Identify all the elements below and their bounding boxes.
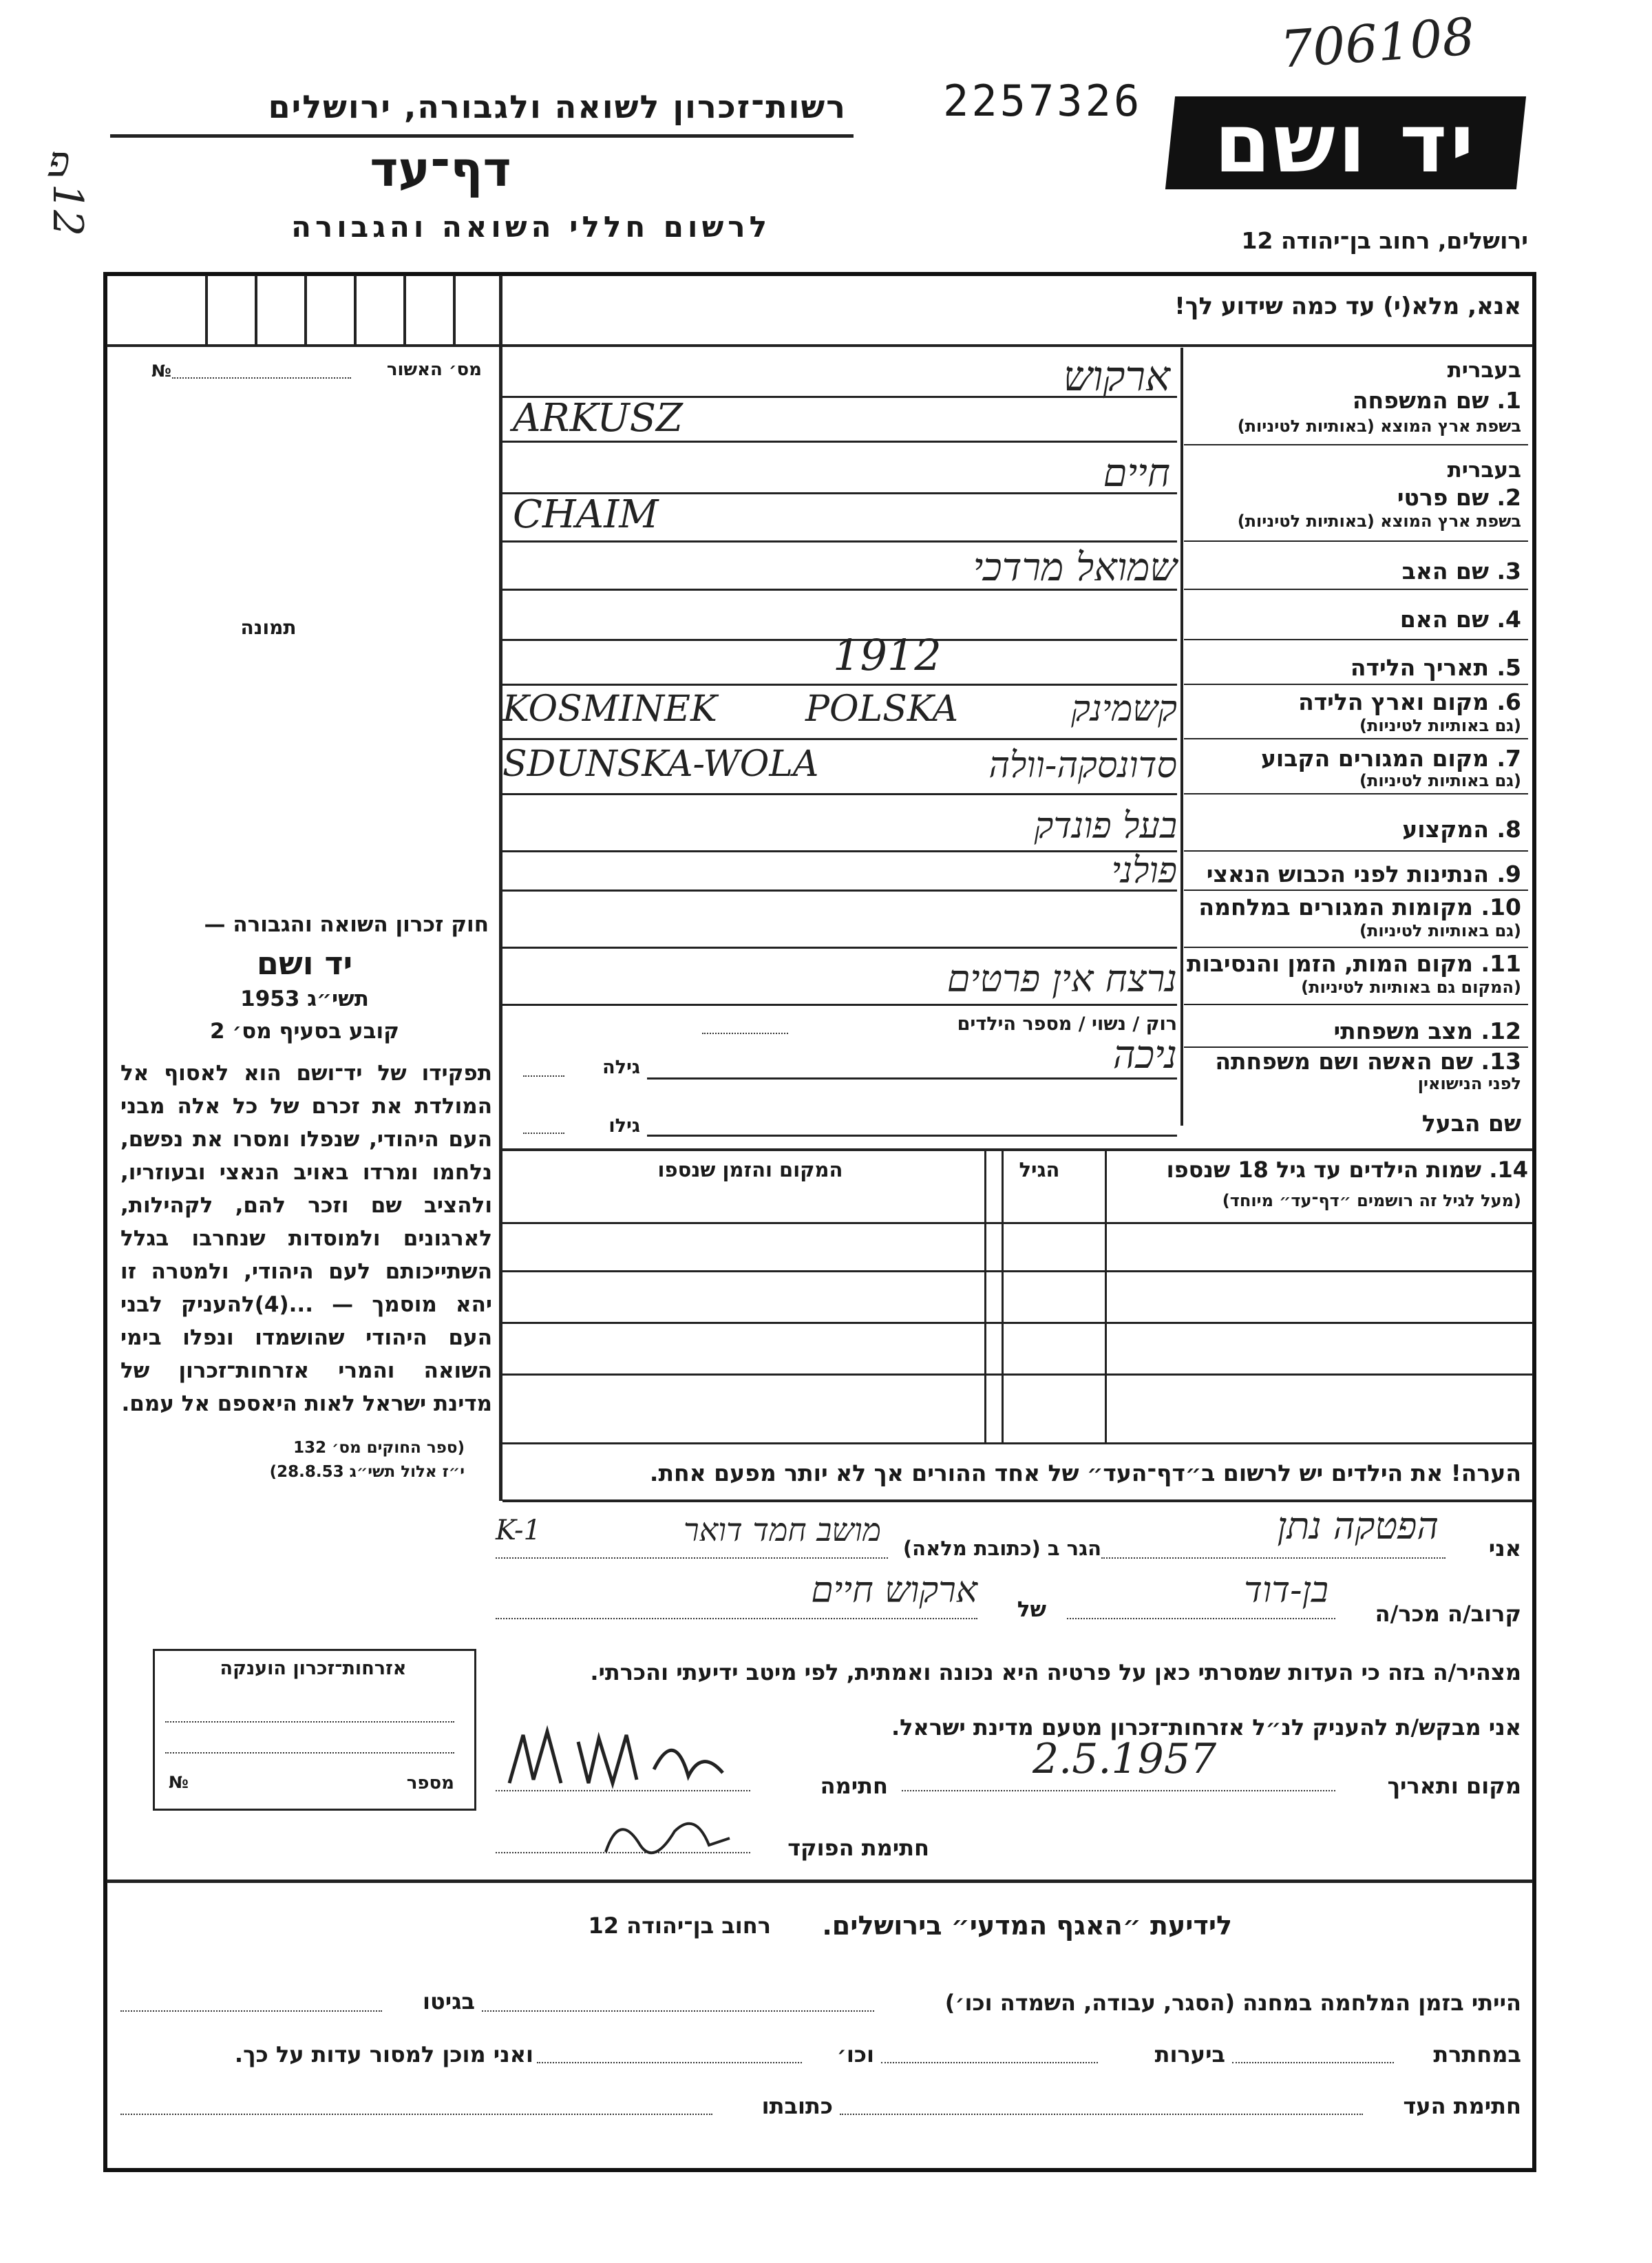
citizenship-box-line-2: [165, 1752, 454, 1754]
bottom-line2-underground-line[interactable]: [1232, 2062, 1394, 2063]
value-citizenship: פולני: [1111, 850, 1177, 892]
label-birth-date: 5. תאריך הלידה: [1350, 654, 1521, 681]
field-birth-date[interactable]: [502, 684, 1177, 686]
bottom-address: רחוב בן־יהודה 12: [588, 1913, 771, 1939]
bottom-line2-forests: ביערות: [1154, 2041, 1225, 2067]
label-wartime-residences: 10. מקומות המגורים במלחמה: [1198, 894, 1521, 920]
signature-label: חתימה: [820, 1773, 888, 1799]
value-family-name-hebrew: ארקוש: [1063, 352, 1170, 401]
field-birth-place[interactable]: [502, 738, 1177, 740]
sublabel-death-place: (המקום גם באותיות לטיניות): [1301, 978, 1521, 997]
value-birth-date: 1912: [833, 630, 942, 680]
value-residence-latin: SDUNSKA-WOLA: [502, 744, 819, 785]
approval-no-symbol: №: [151, 361, 171, 381]
law-reference-1: (ספר החוקים מס׳ 132: [293, 1439, 465, 1457]
left-column-divider: [499, 275, 502, 1501]
label-wife-age: גילה: [602, 1057, 640, 1078]
label-column-divider: [1180, 348, 1183, 1126]
serial-number: 2257326: [943, 76, 1143, 126]
rule-f10: [1184, 947, 1528, 948]
label-in-hebrew-1: בעברית: [1447, 358, 1521, 383]
bottom-line2-underground: במחתרת: [1433, 2041, 1521, 2067]
relation-value: בן-דוד: [1244, 1570, 1328, 1611]
children-row-4[interactable]: [502, 1442, 1533, 1444]
value-profession: בעל פונדק: [1034, 806, 1177, 847]
husband-age-line: [523, 1133, 564, 1134]
bottom-line2-forests-line[interactable]: [881, 2062, 1098, 2063]
law-heading: חוק זכרון השואה והגבורה —: [204, 912, 489, 937]
rule-f1: [1184, 444, 1528, 445]
rule-f11: [1184, 1004, 1528, 1005]
relation-line[interactable]: [1067, 1618, 1335, 1619]
label-citizenship: 9. הנתינות לפני הכבוש הנאצי: [1206, 861, 1521, 887]
note-bottom-rule: [502, 1499, 1533, 1502]
resides-label: הגר ב (כתובת מלאה): [902, 1537, 1101, 1560]
children-sublabel: (מעל לגיל זה רושמים ״דף־עד״ מיוחד): [1222, 1191, 1521, 1210]
law-name: יד ושם: [256, 945, 353, 982]
field-family-name-latin[interactable]: [502, 441, 1177, 443]
field-death-place[interactable]: [502, 1004, 1177, 1006]
bottom-section-rule: [107, 1880, 1533, 1883]
law-year: תשי״ג 1953: [240, 987, 369, 1011]
field-wife-name[interactable]: [647, 1077, 1177, 1080]
children-note: הערה! את הילדים יש לרשום ב״דף־העד״ של אחד ההורים אך לא יותר מפעם אחת.: [649, 1460, 1521, 1486]
label-husband-name: שם הבעל: [1421, 1110, 1521, 1137]
top-band-divider: [107, 344, 1533, 347]
value-wife-name: ניכה: [1112, 1033, 1177, 1077]
rule-f2: [1184, 540, 1528, 542]
sublabel-family-name: בשפת ארץ המוצא (באותיות לטיניות): [1237, 417, 1521, 436]
officer-signature: [592, 1804, 743, 1873]
rule-f4: [1184, 639, 1528, 640]
children-header-rule: [502, 1222, 1533, 1224]
label-first-name: 2. שם פרטי: [1397, 484, 1521, 511]
sublabel-wife-name: לפני הנישואין: [1417, 1074, 1521, 1093]
header-address: ירושלים, רחוב בן־יהודה 12: [1241, 227, 1528, 254]
bottom-line3-address: כתובתו: [761, 2093, 833, 2119]
field-husband-name[interactable]: [647, 1135, 1177, 1137]
label-husband-age: גילו: [608, 1115, 640, 1137]
label-profession: 8. המקצוע: [1402, 816, 1521, 843]
sublabel-wartime-residences: (גם באותיות לטיניות): [1359, 921, 1521, 940]
margin-mark-bottom: 12: [43, 183, 92, 237]
address-value: מושב חמד דואר: [684, 1511, 881, 1548]
rule-f3: [1184, 589, 1528, 590]
photo-label: תמונה: [240, 616, 297, 639]
children-count-line: [702, 1033, 788, 1034]
form-subtitle: לרשום חללי השואה והגבורה: [291, 210, 771, 244]
rule-f5: [1184, 684, 1528, 685]
bottom-line1-ghetto-line[interactable]: [120, 2010, 382, 2012]
bottom-heading: לידיעת ״האגף המדעי״ בירושלים.: [822, 1911, 1232, 1941]
declarant-name-line[interactable]: [1101, 1557, 1446, 1559]
declaration-statement: מצהיר/ה בזה כי העדות שמסרתי כאן על פרטיה היא נכונה ואמתית, לפי מיטב ידיעתי והכרתי.: [590, 1659, 1521, 1685]
of-label: של: [1017, 1597, 1046, 1622]
value-first-name-latin: CHAIM: [513, 492, 659, 537]
children-col-divider-2: [984, 1148, 986, 1444]
rule-f7: [1184, 793, 1528, 794]
bottom-line3-witness-signature: חתימת העד: [1403, 2093, 1521, 2119]
sublabel-first-name: בשפת ארץ המוצא (באותיות לטיניות): [1237, 512, 1521, 531]
children-col-place-time: המקום והזמן שנספו: [657, 1158, 843, 1181]
file-code-handwritten: 706108: [1278, 7, 1477, 80]
law-text: תפקידו של יד־ושם הוא לאסוף אל המולדת את זכרם של כל אלה מבני העם היהודי, שנפלו ומסרו את נפשם, נלחמו ומרדו באויב הנאצי ובעוזריו, ולהציב שם וזכר להם, לקהילות, לארגונים ולמוסדות שנחרבו בגלל השתייכותם לעם היהודי, ולמטרה זו יהא מוסמך — ...(4)להעניק לבני העם היהודי שהושמדו ונפלו בימי השואה והמרי אזרחות־זכרון של מדינת ישראל לאות היאספם אל עמם.: [120, 1061, 492, 1416]
children-row-2[interactable]: [502, 1322, 1533, 1324]
value-death-place: נרצח אין פרטים: [946, 957, 1177, 1000]
field-first-name-latin[interactable]: [502, 540, 1177, 543]
value-birth-place-latin: KOSMINEK: [502, 688, 717, 730]
wife-age-line: [523, 1075, 564, 1077]
declaration-i-label: אני: [1488, 1535, 1521, 1561]
value-father-name: שמואל מרדכי: [973, 545, 1177, 590]
children-label: 14. שמות הילדים עד גיל 18 שנספו: [1166, 1157, 1528, 1183]
citizenship-box-symbol: №: [169, 1773, 189, 1792]
citizenship-box-line-1: [165, 1721, 454, 1723]
officer-signature-label: חתימת הפוקד: [787, 1835, 929, 1861]
label-wife-name: 13. שם האשה ושם משפחתה: [1215, 1048, 1521, 1075]
bottom-line3-witness-line[interactable]: [840, 2114, 1363, 2115]
margin-mark-top: פ: [48, 138, 70, 186]
sublabel-residence: (גם באותיות לטיניות): [1359, 771, 1521, 790]
approval-no-label: מס׳ האשור: [386, 359, 482, 380]
sublabel-birth-place: (גם באותיות לטיניות): [1359, 716, 1521, 735]
declarant-name-value: הפטקה נתן: [1277, 1504, 1439, 1548]
authority-line: רשות־זכרון לשואה ולגבורה, ירושלים: [268, 88, 847, 125]
bottom-line1-camp-line[interactable]: [482, 2010, 874, 2012]
citizenship-box-title: אזרחות־זכרון הוענקה: [220, 1658, 407, 1679]
top-instruction: אנא, מלא(י) עד כמה שידוע לך!: [1174, 293, 1521, 320]
approval-no-line: [172, 377, 351, 379]
field-wartime-residences[interactable]: [502, 947, 1177, 949]
citizenship-box-number: מספר: [406, 1773, 454, 1793]
label-death-place: 11. מקום המות, הזמן והנסיבות: [1186, 950, 1521, 977]
children-table-top: [502, 1148, 1533, 1151]
bottom-line2-etc-line[interactable]: [537, 2062, 802, 2063]
value-birth-country-latin: POLSKA: [805, 688, 959, 730]
bottom-line1-ghetto: בגיטו: [423, 1988, 475, 2014]
place-date-label: מקום ותאריך: [1387, 1773, 1521, 1799]
bottom-line2-ready: ואני מוכן למסור עדות על כך.: [234, 2041, 533, 2067]
family-status-options[interactable]: רוק / נשוי / מספר הילדים: [957, 1013, 1177, 1035]
of-value: ארקוש חיים: [811, 1570, 977, 1611]
number-boxes: [158, 275, 496, 344]
date-value: 2.5.1957: [1032, 1735, 1217, 1783]
children-col-divider-1: [1105, 1148, 1107, 1444]
bottom-line2-etc: וכו׳: [836, 2041, 874, 2067]
children-col-age: הגיל: [1019, 1158, 1060, 1181]
label-birth-place: 6. מקום וארץ הלידה: [1298, 688, 1521, 715]
form-title: דף־עד: [370, 141, 511, 198]
address-line[interactable]: [496, 1557, 888, 1559]
value-birth-place-hebrew: קשמינק: [1071, 688, 1177, 730]
children-row-1[interactable]: [502, 1270, 1533, 1272]
of-line[interactable]: [496, 1618, 977, 1619]
label-father-name: 3. שם האב: [1401, 558, 1521, 585]
rule-f6: [1184, 738, 1528, 739]
label-in-hebrew-2: בעברית: [1447, 458, 1521, 483]
label-mother-name: 4. שם האם: [1399, 606, 1521, 633]
address-prefix: K-1: [496, 1515, 541, 1546]
law-clause: קובע בסעיף מס׳ 2: [210, 1019, 399, 1044]
place-date-line[interactable]: [902, 1790, 1335, 1791]
rule-f8: [1184, 850, 1528, 852]
value-family-name-latin: ARKUSZ: [513, 396, 683, 441]
field-residence[interactable]: [502, 793, 1177, 795]
value-residence-hebrew: סדונסקה-וולה: [988, 745, 1177, 786]
bottom-line3-address-line[interactable]: [120, 2114, 712, 2115]
bottom-line1-camp: הייתי בזמן המלחמה במחנה (הסגר, עבודה, השמדה וכו׳): [944, 1990, 1521, 2016]
rule-f9: [1184, 890, 1528, 891]
children-col-divider-3: [1002, 1148, 1004, 1444]
declarant-signature: [496, 1714, 743, 1804]
relation-label: קרוב/ה מכר/ה: [1375, 1601, 1521, 1627]
children-row-3[interactable]: [502, 1373, 1533, 1376]
yad-vashem-logo: יד ושם: [1165, 96, 1526, 189]
citizenship-request: אני מבקש/ת להעניק לנ״ל אזרחות־זכרון מטעם מדינת ישראל.: [891, 1714, 1521, 1740]
value-first-name-hebrew: חיים: [1103, 451, 1170, 496]
label-residence: 7. מקום המגורים הקבוע: [1260, 745, 1521, 772]
label-family-status: 12. מצב משפחתי: [1333, 1018, 1521, 1044]
authority-underline: [110, 134, 854, 138]
label-family-name: 1. שם המשפחה: [1352, 387, 1521, 414]
law-reference-2: י״ז אלול תשי״ג 28.8.53): [269, 1463, 465, 1481]
